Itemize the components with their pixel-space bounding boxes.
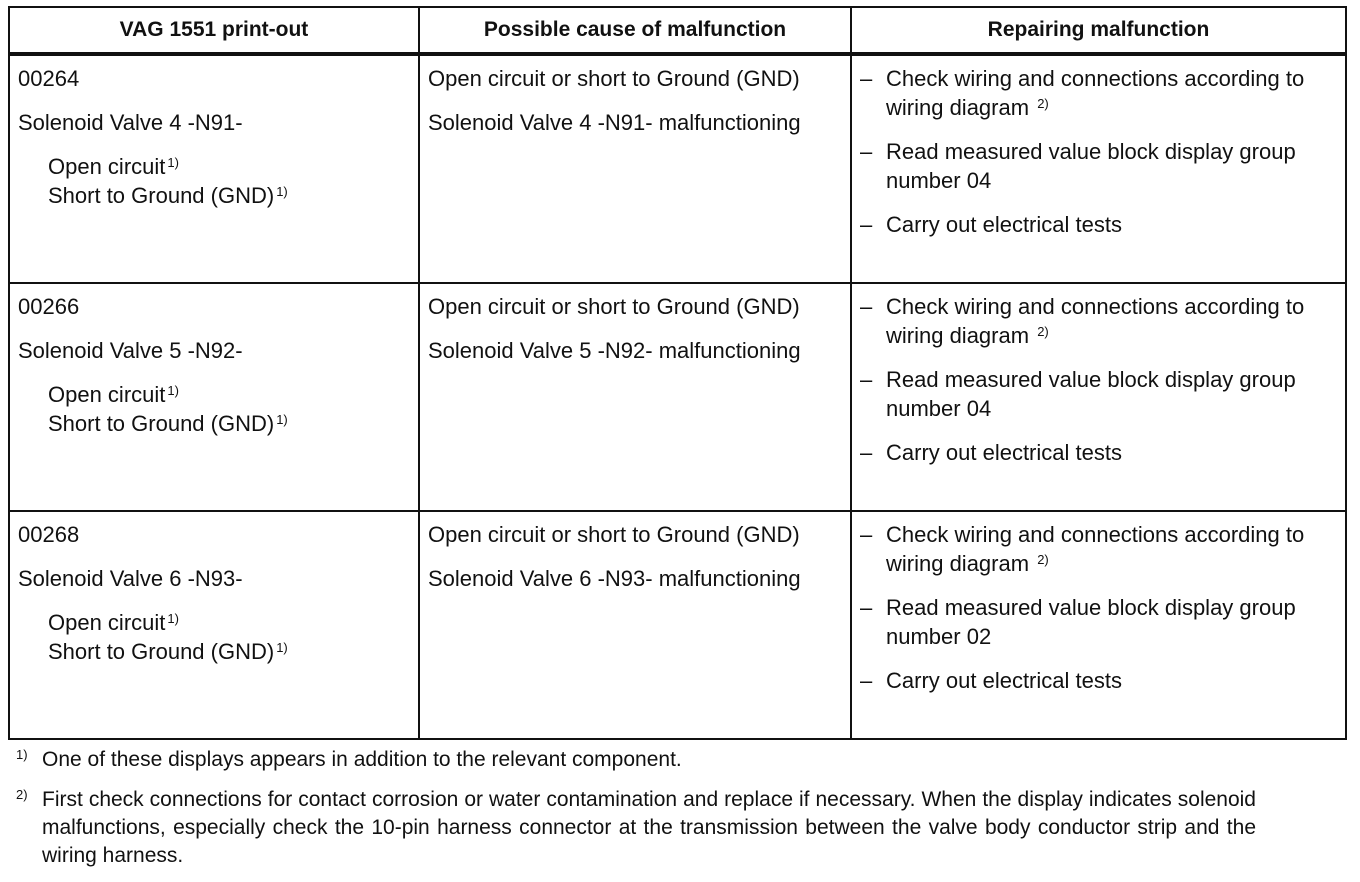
cause-cell (419, 283, 851, 511)
table-row (9, 54, 1346, 283)
repair-cell (851, 283, 1346, 511)
table-header-row (9, 7, 1346, 54)
footnote-mark: 2) (16, 787, 28, 802)
repair-cell (851, 54, 1346, 283)
cause-text: Solenoid Valve 5 -N92- malfunctioning (428, 338, 801, 363)
printout-cell (9, 283, 419, 511)
sub-short-ground: Short to Ground (GND) $^{1)}$ (48, 639, 288, 664)
repair-step: – Carry out electrical tests (860, 440, 1122, 465)
printout-cell (9, 54, 419, 283)
sub-short-ground: Short to Ground (GND) $^{1)}$ (48, 411, 288, 436)
footnote (16, 746, 1256, 774)
component-name: Solenoid Valve 4 -N91- (18, 110, 243, 135)
fault-code: 00268 (18, 522, 80, 547)
header-printout: VAG 1551 print-out (9, 7, 419, 54)
cause-cell (419, 54, 851, 283)
repair-step: – Read measured value block display group number 04 (860, 139, 1296, 193)
cause-text: Solenoid Valve 6 -N93- malfunctioning (428, 566, 801, 591)
repair-step: – Check wiring and connections according to wiring diagram $^{2)}$ (860, 66, 1305, 120)
repair-step: – Check wiring and connections according to wiring diagram $^{2)}$ (860, 294, 1305, 348)
repair-step: – Read measured value block display group number 04 (860, 367, 1296, 421)
header-repair: Repairing malfunction (851, 7, 1346, 54)
sub-open-circuit: Open circuit $^{1)}$ (48, 382, 179, 407)
fault-code: 00266 (18, 294, 80, 319)
sub-short-ground: Short to Ground (GND) $^{1)}$ (48, 183, 288, 208)
repair-cell (851, 511, 1346, 739)
component-name: Solenoid Valve 6 -N93- (18, 566, 243, 591)
sub-open-circuit: Open circuit $^{1)}$ (48, 154, 179, 179)
repair-step: – Check wiring and connections according to wiring diagram $^{2)}$ (860, 522, 1305, 576)
footnote-text: One of these displays appears in addition to the relevant component. (42, 748, 682, 771)
footnote-mark: 1) (16, 747, 28, 762)
header-cause: Possible cause of malfunction (419, 7, 851, 54)
footnotes (16, 746, 1256, 882)
repair-step: – Read measured value block display group number 02 (860, 595, 1296, 649)
component-name: Solenoid Valve 5 -N92- (18, 338, 243, 363)
fault-code: 00264 (18, 66, 80, 91)
cause-text: Open circuit or short to Ground (GND) (428, 66, 800, 91)
cause-text: Open circuit or short to Ground (GND) (428, 522, 800, 547)
cause-text: Solenoid Valve 4 -N91- malfunctioning (428, 110, 801, 135)
cause-cell (419, 511, 851, 739)
table-row (9, 283, 1346, 511)
footnote (16, 786, 1256, 870)
cause-text: Open circuit or short to Ground (GND) (428, 294, 800, 319)
repair-step: – Carry out electrical tests (860, 212, 1122, 237)
repair-step: – Carry out electrical tests (860, 668, 1122, 693)
sub-open-circuit: Open circuit $^{1)}$ (48, 610, 179, 635)
table-row (9, 511, 1346, 739)
printout-cell (9, 511, 419, 739)
fault-table (8, 6, 1347, 740)
footnote-text: First check connections for contact corrosion or water contamination and replace if necessary. When the display indicates solenoid malfunctions, especially check the 10-pin harness connector at the transmission between the valve body conductor strip and the wiring harness. (42, 788, 1256, 867)
